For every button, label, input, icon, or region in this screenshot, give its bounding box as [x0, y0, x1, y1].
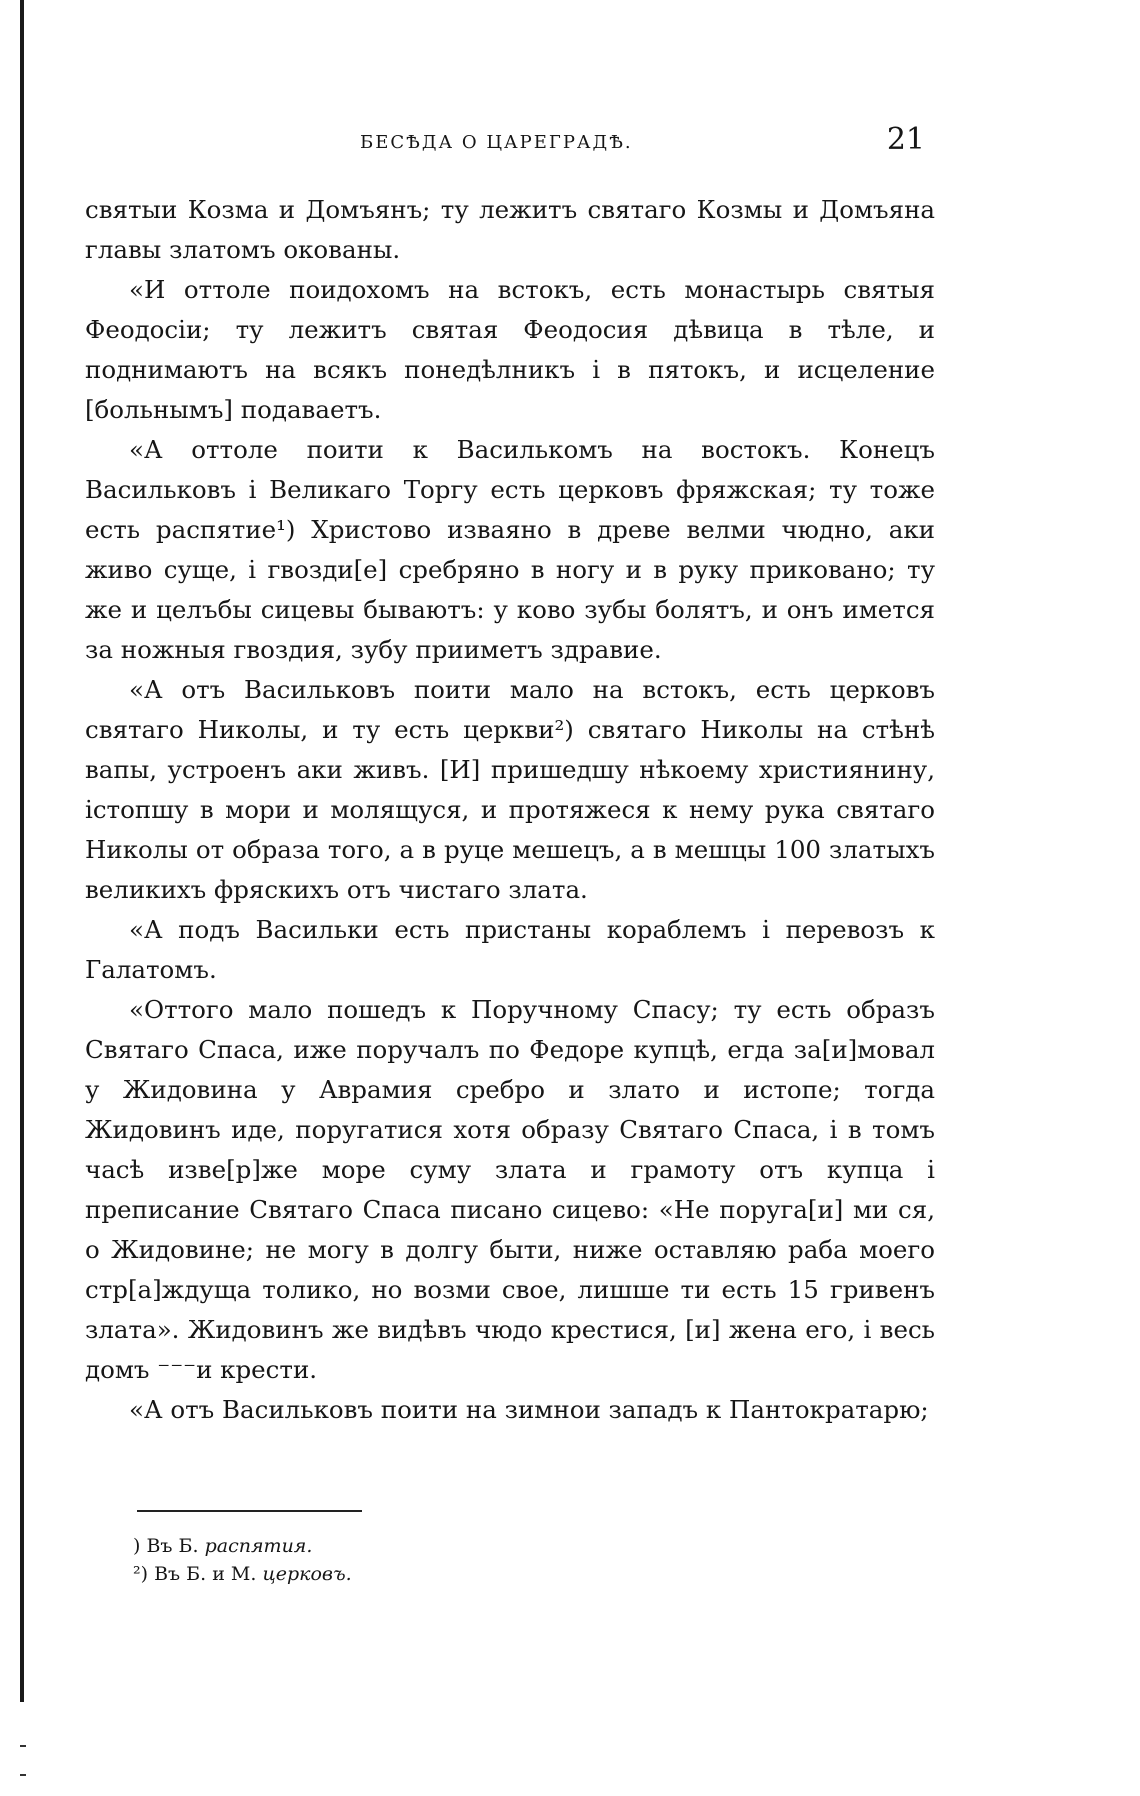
body-text — [85, 190, 935, 1430]
margin-mark — [20, 1745, 26, 1747]
footnote-source: Въ Б. — [146, 1535, 199, 1557]
page-number: 21 — [886, 122, 925, 157]
footnote-divider — [137, 1510, 362, 1512]
paragraph: «А отъ Васильковъ поити мало на встокъ, есть церковъ святаго Николы, и ту есть церкви²) святаго Николы на стѣнѣ вапы, устроенъ аки живъ. [И] пришедшу нѣкоему християнину, істопшу в мори и молящуся, и протяжеся к нему рука святаго Николы от образа того, а в руце мешецъ, а в мешцы 100 златыхъ великихъ фряскихъ отъ чистаго злата. — [85, 675, 935, 904]
paragraph: «А подъ Васильки есть пристаны кораблемъ і перевозъ к Галатомъ. — [85, 915, 935, 984]
running-title: БЕСѢДА О ЦАРЕГРАДѢ. — [360, 132, 633, 153]
footnote-reading: церковъ. — [262, 1563, 352, 1585]
footnote — [133, 1560, 833, 1588]
paragraph: «А оттоле поити к Василькомъ на востокъ. Конецъ Васильковъ і Великаго Торгу есть церковъ фряжская; ту тоже есть распятие¹) Христово изваяно в древе велми чюдно, аки живо суще, і гвозди[е] сребряно в ногу и в руку приковано; ту же и целъбы сицевы бываютъ: у ково зубы болятъ, и онъ имется за ножныя гвоздия, зубу прииметъ здравие. — [85, 435, 935, 664]
page-binding-edge — [20, 0, 24, 1702]
paragraph: святыи Козма и Домъянъ; ту лежитъ святаго Козмы и Домъяна главы златомъ окованы. — [85, 195, 935, 264]
footnote-marker: ²) — [133, 1563, 149, 1585]
footnote — [133, 1532, 833, 1560]
margin-mark — [20, 1774, 26, 1776]
footnote-reading: распятия. — [204, 1535, 313, 1557]
footnotes — [133, 1532, 833, 1588]
footnote-source: Въ Б. и М. — [154, 1563, 257, 1585]
paragraph: «И оттоле поидохомъ на встокъ, есть монастырь святыя Феодосіи; ту лежитъ святая Феодосия дѣвица в тѣле, и поднимаютъ на всякъ понедѣлникъ і в пятокъ, и исцеление [больнымъ] подаваетъ. — [85, 275, 935, 424]
paragraph: «А отъ Васильковъ поити на зимнои западъ к Пантократарю; — [129, 1395, 929, 1424]
footnote-marker: ) — [133, 1535, 141, 1557]
paragraph: «Оттого мало пошедъ к Поручному Спасу; ту есть образъ Святаго Спаса, иже поручалъ по Федоре купцѣ, егда за[и]мовал у Жидовина у Аврамия сребро и злато и истопе; тогда Жидовинъ иде, поругатися хотя образу Святаго Спаса, і в томъ часѣ изве[р]же море суму злата и грамоту отъ купца і преписание Святаго Спаса писано сицево: «Не поруга[и] ми ся, о Жидовине; не могу в долгу быти, ниже оставляю раба моего стр[а]ждуща толико, но возми свое, лишше ти есть 15 гривенъ злата». Жидовинъ же видѣвъ чюдо крестися, [и] жена его, і весь домъ ⁻⁻⁻и крести. — [85, 995, 935, 1384]
page-header — [360, 122, 925, 162]
